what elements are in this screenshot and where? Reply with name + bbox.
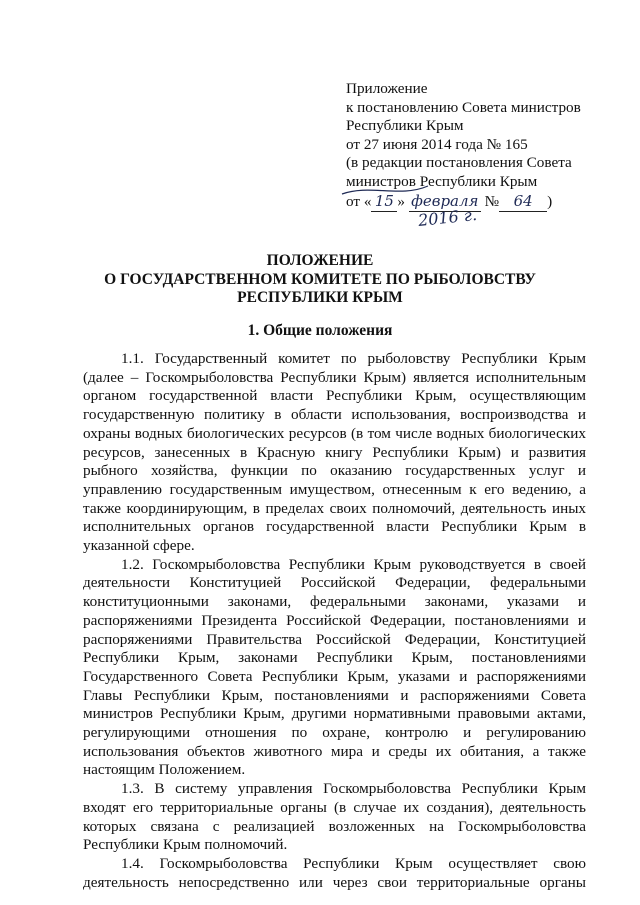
appendix-line-6: министров Республики Крым (346, 172, 538, 190)
edition-paren-close: ) (547, 192, 553, 210)
section-heading: 1. Общие положения (247, 322, 393, 339)
appendix-line-4: от 27 июня 2014 года № 165 (346, 135, 528, 153)
appendix-line-2: к постановлению Совета министров (346, 98, 581, 116)
handwritten-number: 64 (513, 191, 533, 210)
edition-from-prefix: от « (346, 192, 372, 210)
paragraph-1-2: 1.2. Госкомрыболовства Республики Крым руководствуется в своей деятельности Конституцией Российской Федерации, федеральными конституционными законами, федеральными законами, указами и распоряжениями Президента Российской Федерации, постановлениями и распоряжениями Правительства Российской Федерации, Конституцией Республики Крым, законами Республики Крым, постановлениями Государственного Совета Республики Крым, указами и распоряжениями Главы Республики Крым, постановлениями и распоряжениями Совета министров Республики Крым, другими нормативными правовыми актами, регулирующими отношения по охране, контролю и регулированию использования объектов животного мира и среды их обитания, а также настоящим Положением. (83, 555, 586, 779)
appendix-line-1: Приложение (346, 80, 428, 97)
handwritten-strokes-icon (340, 180, 460, 200)
title-line-1: ПОЛОЖЕНИЕ (266, 252, 374, 269)
document-body (83, 350, 586, 892)
title-line-3: РЕСПУБЛИКИ КРЫМ (237, 289, 403, 307)
paragraph-1-4: 1.4. Госкомрыболовства Республики Крым осуществляет свою деятельность непосредственно или через свои территориальные органы (83, 854, 586, 891)
appendix-line-5: (в редакции постановления Совета (346, 154, 572, 172)
edition-number-prefix: № (484, 192, 500, 210)
title-line-2: О ГОСУДАРСТВЕННОМ КОМИТЕТЕ ПО РЫБОЛОВСТВУ (104, 270, 536, 288)
paragraph-1-3: 1.3. В систему управления Госкомрыболовства Республики Крым входят его территориальные органы (в случае их создания), деятельность которых связана с реализацией возложенных на Госкомрыболовства Республики Крым полномочий. (83, 780, 586, 854)
appendix-line-3: Республики Крым (346, 117, 464, 135)
document-title (0, 252, 640, 308)
edition-quote-close: » (397, 192, 406, 210)
paragraph-1-1: 1.1. Государственный комитет по рыболовству Республики Крым (далее – Госкомрыболовства Республики Крым) является исполнительным органом государственной власти Республики Крым, осуществляющим государственную политику в области использования, воспроизводства и охраны водных биологических ресурсов (в том числе водных биологических ресурсов, занесенных в Красную книгу Республики Крым) и развития рыбного хозяйства, функции по оказанию государственных услуг и управлению государственным имуществом, отнесенным к его ведению, а также координирующим, в пределах своих полномочий, деятельность иных исполнительных органов государственной власти Республики Крым в указанной сфере. (83, 350, 586, 555)
handwritten-month: февраля (411, 191, 479, 210)
handwritten-year: 2016 г. (417, 204, 478, 231)
handwritten-day: 15 (374, 191, 394, 210)
